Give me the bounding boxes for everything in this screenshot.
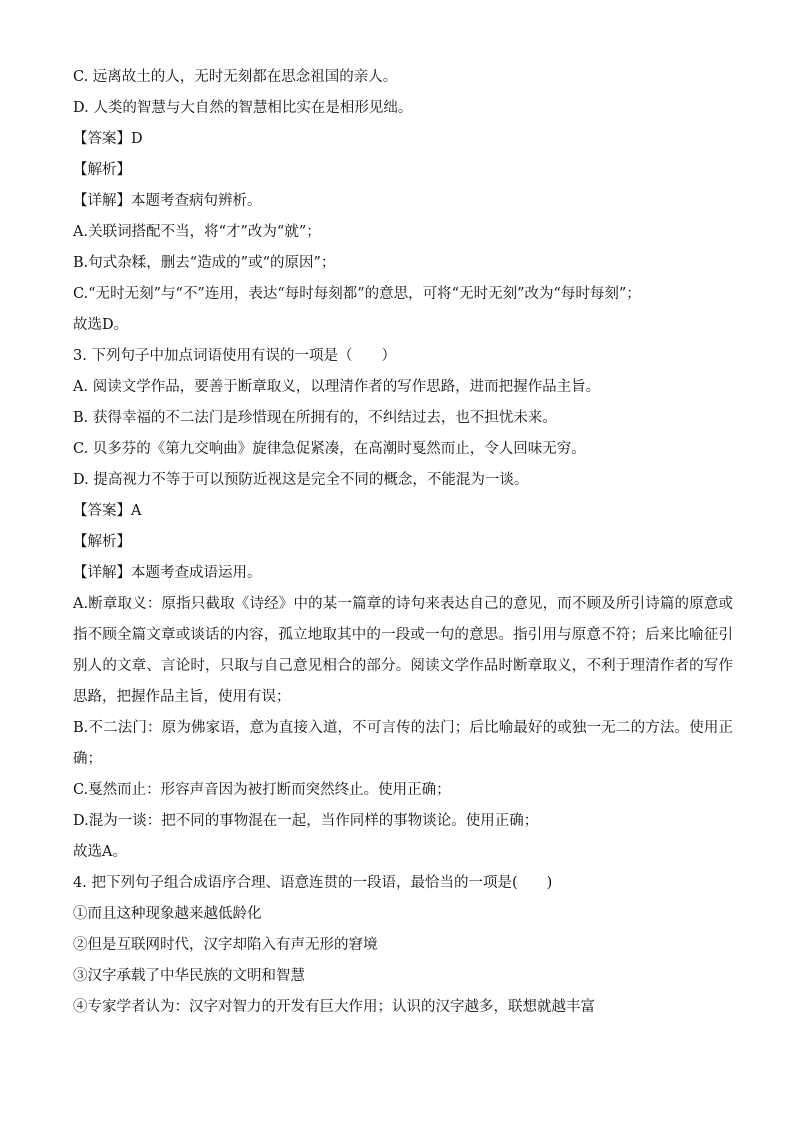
q3-stem: 3. 下列句子中加点词语使用有误的一项是（ ） [73, 348, 396, 364]
q2-option-d: D. 人类的智慧与大自然的智慧相比实在是相形见绌。 [73, 100, 413, 116]
q3-detail: 【详解】本题考查成语运用。 [73, 565, 262, 581]
q3-option-b: B. 获得幸福的不二法门是珍惜现在所拥有的，不纠结过去，也不担忧未来。 [73, 410, 557, 426]
q2-conclusion: 故选D。 [73, 317, 129, 333]
q3-option-d: D. 提高视力不等于可以预防近视这是完全不同的概念，不能混为一谈。 [73, 472, 529, 488]
q4-item-4: ④专家学者认为：汉字对智力的开发有巨大作用；认识的汉字越多，联想就越丰富 [73, 999, 595, 1015]
q3-explain-b: B.不二法门：原为佛家语，意为直接入道，不可言传的法门；后比喻最好的或独一无二的方法。使用正确； [73, 720, 733, 767]
document-page [73, 62, 733, 1023]
q3-analysis-label: 【解析】 [73, 534, 131, 550]
q3-option-c: C. 贝多芬的《第九交响曲》旋律急促紧凑，在高潮时戛然而止，令人回味无穷。 [73, 441, 586, 457]
q2-option-c: C. 远离故土的人，无时无刻都在思念祖国的亲人。 [73, 69, 398, 85]
q2-detail: 【详解】本题考查病句辨析。 [73, 193, 262, 209]
q4-item-1: ①而且这种现象越来越低龄化 [73, 906, 262, 922]
q2-analysis-label: 【解析】 [73, 162, 131, 178]
q2-explain-c: C.“无时无刻”与“不”连用，表达“每时每刻都”的意思，可将“无时无刻”改为“每时每刻”； [73, 286, 641, 302]
q3-option-a: A. 阅读文学作品，要善于断章取义，以理清作者的写作思路，进而把握作品主旨。 [73, 379, 601, 395]
q3-explain-a: A.断章取义：原指只截取《诗经》中的某一篇章的诗句来表达自己的意见，而不顾及所引诗篇的原意或指不顾全篇文章或谈话的内容，孤立地取其中的一段或一句的意思。指引用与原意不符；后来比喻征引别人的文章、言论时，只取与自己意见相合的部分。阅读文学作品时断章取义，不利于理清作者的写作思路，把握作品主旨，使用有误； [73, 596, 733, 705]
q3-explain-d: D.混为一谈：把不同的事物混在一起，当作同样的事物谈论。使用正确； [73, 813, 539, 829]
q4-item-2: ②但是互联网时代，汉字却陷入有声无形的窘境 [73, 937, 378, 953]
q4-stem: 4. 把下列句子组合成语序合理、语意连贯的一段语，最恰当的一项是( ) [73, 875, 553, 891]
q2-answer: 【答案】D [73, 131, 143, 147]
q2-explain-a: A.关联词搭配不当，将“才”改为“就”； [73, 224, 321, 240]
q3-answer: 【答案】A [73, 503, 142, 519]
q2-explain-b: B.句式杂糅，删去“造成的”或“的原因”； [73, 255, 336, 271]
q4-item-3: ③汉字承载了中华民族的文明和智慧 [73, 968, 305, 984]
q3-conclusion: 故选A。 [73, 844, 127, 860]
q3-explain-c: C.戛然而止：形容声音因为被打断而突然终止。使用正确； [73, 782, 451, 798]
